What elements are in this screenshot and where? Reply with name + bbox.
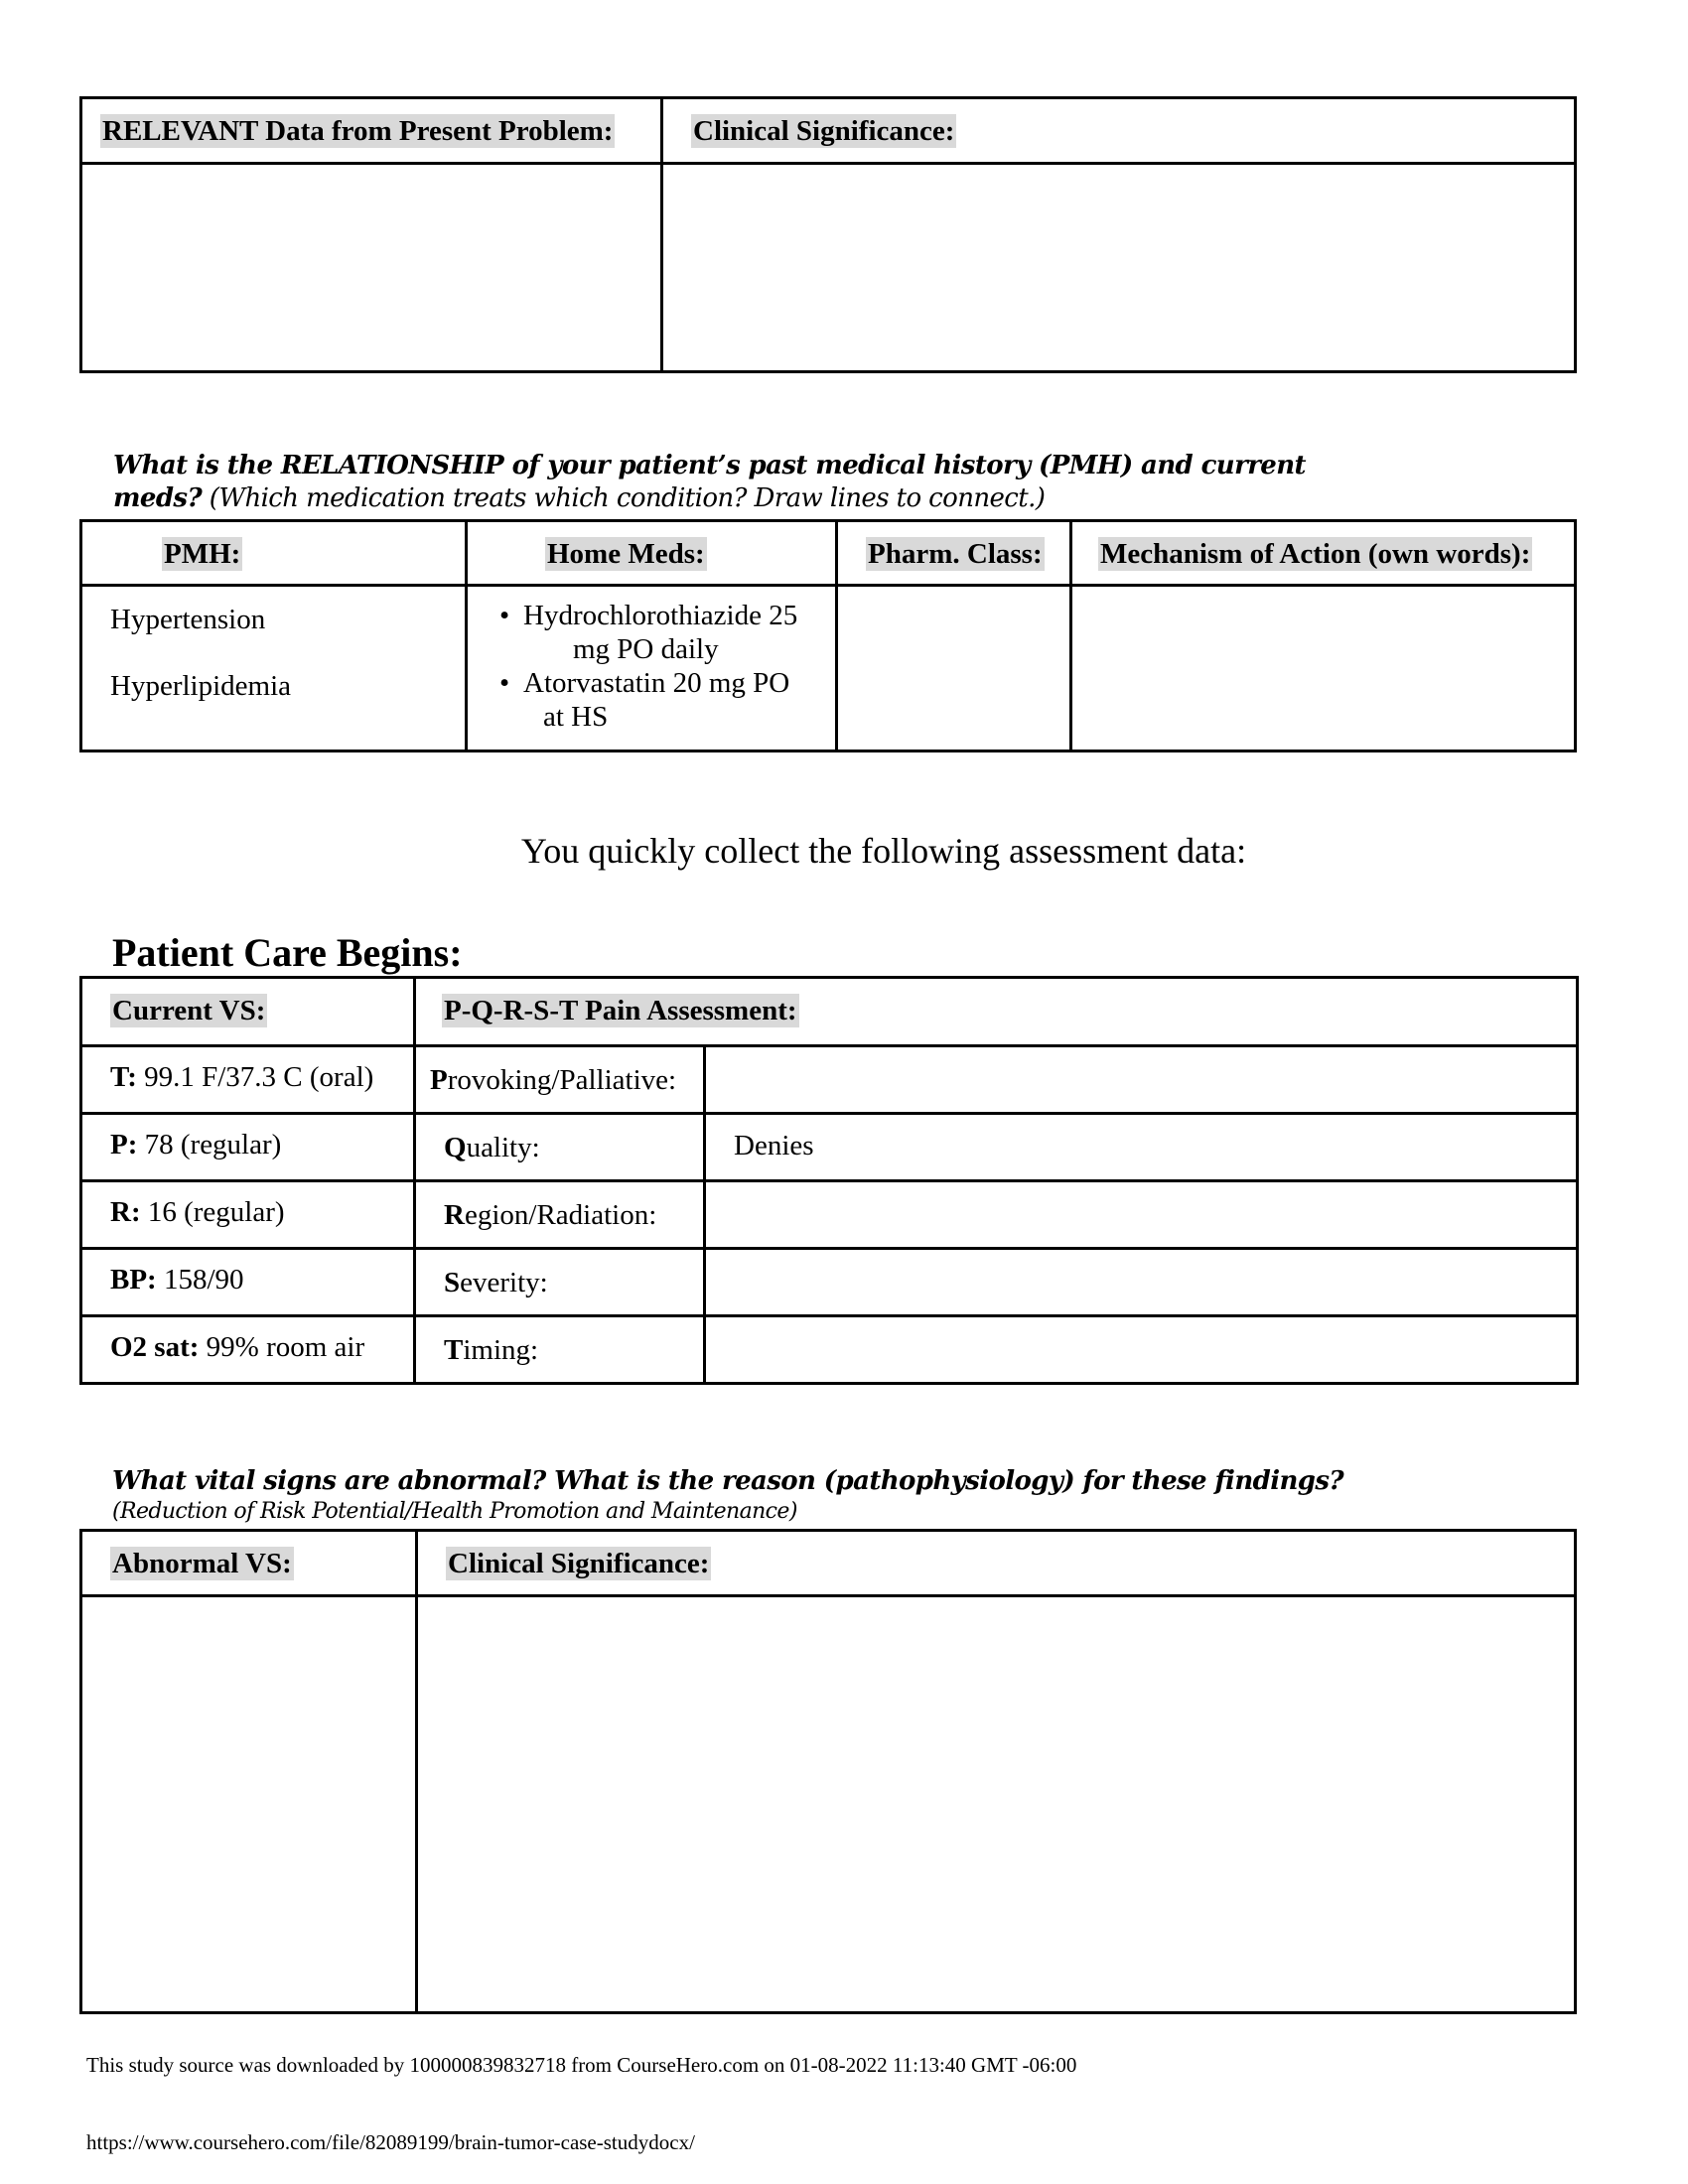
home-med-item-atorvastatin <box>495 666 835 734</box>
vital-bp-label: BP: <box>110 1264 157 1296</box>
vitals-pqrst-table <box>79 976 1579 1385</box>
pqrst-header: P-Q-R-S-T Pain Assessment: <box>444 995 797 1026</box>
relevant-data-header-cell <box>81 98 662 164</box>
vital-resp <box>81 1181 415 1249</box>
pharm-class-header: Pharm. Class: <box>868 538 1043 570</box>
pqrst-label-rest: rovoking/Palliative: <box>447 1064 677 1096</box>
vital-resp-label: R: <box>110 1196 141 1228</box>
abnormal-vs-question <box>112 1465 1502 1526</box>
abnormal-vs-header: Abnormal VS: <box>112 1548 292 1579</box>
relevant-data-input-cell[interactable] <box>81 164 662 372</box>
pmh-list-cell <box>81 586 467 751</box>
pqrst-initial: R <box>444 1199 465 1231</box>
clinical-significance-input-cell[interactable] <box>662 164 1576 372</box>
vital-pulse-label: P: <box>110 1129 138 1160</box>
pqrst-label-rest: everity: <box>460 1267 548 1298</box>
pharm-class-input-cell[interactable] <box>837 586 1071 751</box>
pqrst-label-rest: uality: <box>466 1132 540 1163</box>
abnormal-vs-question-main: What vital signs are abnormal? What is the reason (pathophysiology) for these findings? <box>112 1466 1344 1496</box>
vital-pulse <box>81 1114 415 1181</box>
pqrst-initial: Q <box>444 1132 467 1163</box>
vital-pulse-value: 78 (regular) <box>137 1129 282 1160</box>
mechanism-header-cell <box>1071 521 1576 586</box>
vital-o2-value: 99% room air <box>199 1331 365 1363</box>
current-vs-header: Current VS: <box>112 995 266 1026</box>
source-url[interactable]: https://www.coursehero.com/file/82089199/brain-tumor-case-studydocx/ <box>86 2130 695 2154</box>
home-meds-header-cell <box>467 521 837 586</box>
pqrst-provoking-answer[interactable] <box>705 1046 1578 1114</box>
vital-o2 <box>81 1316 415 1384</box>
pmh-question-instruction: (Which medication treats which condition? Draw lines to connect.) <box>202 483 1046 513</box>
abnormal-significance-header-cell <box>417 1531 1576 1596</box>
pqrst-region-answer[interactable] <box>705 1181 1578 1249</box>
vital-resp-value: 16 (regular) <box>140 1196 285 1228</box>
download-note: This study source was downloaded by 100000839832718 from CourseHero.com on 01-08-2022 11:13:40 GMT -06:00 <box>86 2053 1077 2077</box>
home-meds-header: Home Meds: <box>547 538 705 570</box>
pmh-meds-table <box>79 519 1577 752</box>
pmh-header-cell <box>81 521 467 586</box>
mechanism-input-cell[interactable] <box>1071 586 1576 751</box>
abnormal-vs-input-cell[interactable] <box>81 1596 417 2013</box>
pqrst-initial: P <box>430 1064 448 1096</box>
vital-temp-label: T: <box>110 1061 137 1093</box>
pqrst-initial: T <box>444 1334 464 1366</box>
bullet-icon: • <box>499 667 510 699</box>
vitals-row-bp <box>81 1249 1578 1316</box>
pmh-question-line1: What is the RELATIONSHIP of your patient’s past medical history (PMH) and current <box>113 451 1306 480</box>
abnormal-vs-header-cell <box>81 1531 417 1596</box>
home-med-atorvastatin-line1: Atorvastatin 20 mg PO <box>523 667 790 699</box>
home-meds-list-cell <box>467 586 837 751</box>
vitals-row-temp <box>81 1046 1578 1114</box>
pmh-question <box>113 450 1404 518</box>
pmh-item-hypertension: Hypertension <box>110 604 266 635</box>
pharm-class-header-cell <box>837 521 1071 586</box>
home-med-item-hctz <box>495 599 835 666</box>
abnormal-significance-input-cell[interactable] <box>417 1596 1576 2013</box>
home-meds-list <box>495 599 835 734</box>
pqrst-timing-label <box>415 1316 705 1384</box>
pqrst-provoking-label <box>415 1046 705 1114</box>
pqrst-label-rest: egion/Radiation: <box>464 1199 657 1231</box>
clinical-significance-header-cell <box>662 98 1576 164</box>
abnormal-vs-question-sub: (Reduction of Risk Potential/Health Promotion and Maintenance) <box>112 1499 797 1524</box>
vitals-row-pulse <box>81 1114 1578 1181</box>
pqrst-label-rest: iming: <box>463 1334 539 1366</box>
home-med-atorvastatin-line2: at HS <box>543 701 609 733</box>
home-med-hctz-line1: Hydrochlorothiazide 25 <box>523 600 798 631</box>
abnormal-significance-header: Clinical Significance: <box>448 1548 710 1579</box>
pmh-header: PMH: <box>164 538 241 570</box>
vital-bp <box>81 1249 415 1316</box>
vital-temp-value: 99.1 F/37.3 C (oral) <box>136 1061 374 1093</box>
patient-care-title: Patient Care Begins: <box>112 930 463 975</box>
vital-bp-value: 158/90 <box>156 1264 244 1296</box>
pqrst-initial: S <box>444 1267 461 1298</box>
mechanism-header: Mechanism of Action (own words): <box>1100 538 1531 570</box>
bullet-icon: • <box>499 600 510 631</box>
pmh-item-hyperlipidemia: Hyperlipidemia <box>110 670 292 702</box>
pqrst-header-cell <box>415 978 1578 1046</box>
pmh-question-line2 <box>113 482 1404 518</box>
vitals-row-o2 <box>81 1316 1578 1384</box>
pqrst-severity-answer[interactable] <box>705 1249 1578 1316</box>
pqrst-quality-answer[interactable]: Denies <box>705 1114 1578 1181</box>
pmh-question-meds: meds? <box>113 483 203 513</box>
vitals-row-resp <box>81 1181 1578 1249</box>
pqrst-severity-label <box>415 1249 705 1316</box>
vital-temp <box>81 1046 415 1114</box>
relevant-data-table <box>79 96 1577 373</box>
home-med-hctz-line2: mg PO daily <box>573 633 719 665</box>
pqrst-region-label <box>415 1181 705 1249</box>
pqrst-timing-answer[interactable] <box>705 1316 1578 1384</box>
abnormal-vs-table <box>79 1529 1577 2014</box>
pqrst-quality-label <box>415 1114 705 1181</box>
clinical-significance-header: Clinical Significance: <box>693 115 955 147</box>
relevant-data-header: RELEVANT Data from Present Problem: <box>102 115 614 147</box>
assessment-intro: You quickly collect the following assessment data: <box>520 831 1247 871</box>
current-vs-header-cell <box>81 978 415 1046</box>
vital-o2-label: O2 sat: <box>110 1331 200 1363</box>
